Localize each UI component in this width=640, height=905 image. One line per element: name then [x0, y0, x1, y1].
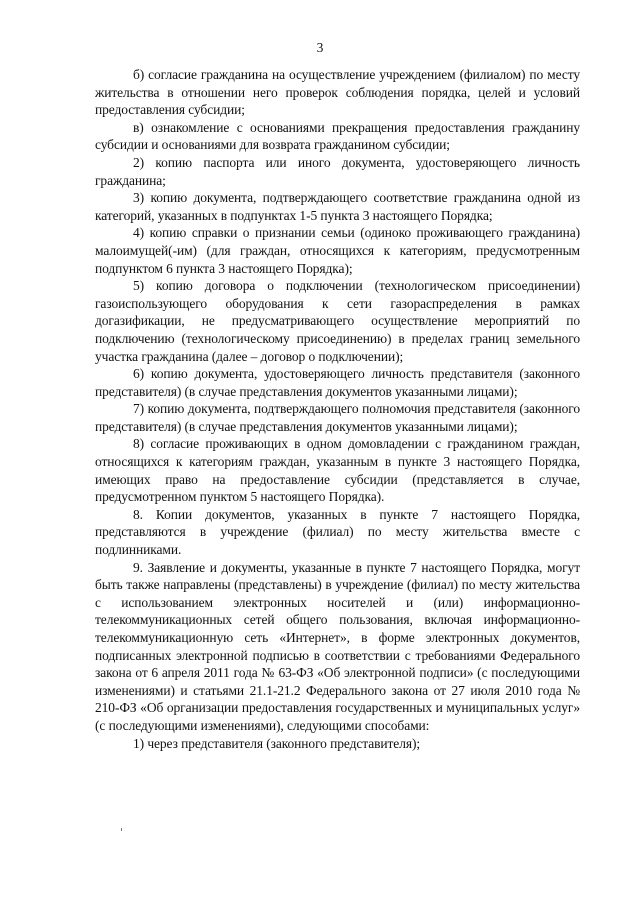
- paragraph-item-7-representative-authority: 7) копию документа, подтверждающего полномочия представителя (законного представителя) (в случае представления документов указанными лицами);: [95, 401, 580, 434]
- paragraph-method-1-representative: 1) через представителя (законного представителя);: [133, 735, 420, 751]
- paragraph-item-2-passport: 2) копию паспорта или иного документа, удостоверяющего личность гражданина;: [95, 154, 580, 188]
- scan-speck: [121, 828, 122, 831]
- paragraph-item-4-low-income-certificate: 4) копию справки о признании семьи (одиноко проживающего гражданина) малоимущей(-им) (для граждан, относящихся к категориям, предусмотренным подпунктом 6 пункта 3 настоящего Порядка);: [95, 225, 580, 276]
- paragraph-clause-8-copies: 8. Копии документов, указанных в пункте 7 настоящего Порядка, представляются в учреждение (филиал) по месту жительства вместе с подлинниками.: [95, 506, 580, 558]
- paragraph-item-5-connection-contract: 5) копию договора о подключении (технологическом присоединении) газоиспользующего оборудования к сети газораспределения в рамках догазификации, не предусматривающего осуществление мероприятий по подключению (технологическому присоединению) в пределах границ земельного участка гражданина (далее – договор о подключении);: [95, 278, 580, 364]
- paragraph-item-3-category-document: 3) копию документа, подтверждающего соответствие гражданина одной из категорий, указанных в подпунктах 1-5 пункта 3 настоящего Порядка;: [95, 190, 580, 223]
- paragraph-item-8-household-consent: 8) согласие проживающих в одном домовладении с гражданином граждан, относящихся к категориям граждан, указанным в пункте 3 настоящего Порядка, имеющих право на предоставление субсидии (представляется в случае, предусмотренном пунктом 5 настоящего Порядка).: [95, 436, 580, 505]
- paragraph-acknowledgement: в) ознакомление с основаниями прекращения предоставления гражданину субсидии и основаниями для возврата гражданином субсидии;: [95, 119, 580, 153]
- page-number: 3: [316, 40, 324, 55]
- document-body: [95, 66, 580, 752]
- paragraph-item-6-representative-id: 6) копию документа, удостоверяющего личность представителя (законного представителя) (в случае представления документов указанными лицами);: [95, 366, 580, 399]
- paragraph-clause-9-electronic-submission: 9. Заявление и документы, указанные в пункте 7 настоящего Порядка, могут быть также направлены (представлены) в учреждение (филиал) по месту жительства с использованием электронных носителей и (или) информационно-телекоммуникационных сетей общего пользования, включая информационно-телекоммуникационную сеть «Интернет», в форме электронных документов, подписанных электронной подписью в соответствии с требованиями Федерального закона от 6 апреля 2011 года № 63-ФЗ «Об электронной подписи» (с последующими изменениями) и статьями 21.1-21.2 Федерального закона от 27 июля 2010 года № 210-ФЗ «Об организации предоставления государственных и муниципальных услуг» (с последующими изменениями), следующими способами:: [95, 559, 580, 733]
- paragraph-consent-checks: б) согласие гражданина на осуществление учреждением (филиалом) по месту жительства в отношении него проверок соблюдения порядка, целей и условий предоставления субсидии;: [95, 67, 580, 118]
